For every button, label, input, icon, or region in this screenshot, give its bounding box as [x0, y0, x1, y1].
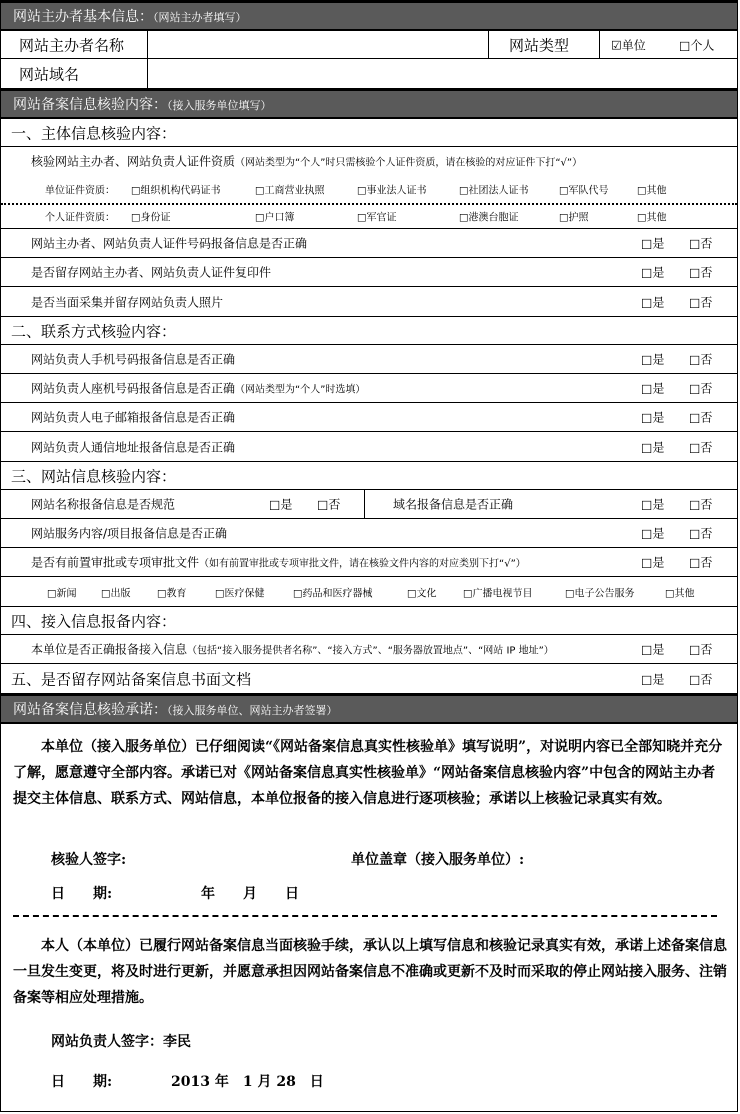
section-note: （网站主办者填写） — [153, 11, 247, 24]
yes-checkbox[interactable]: □是 — [641, 440, 665, 454]
yes-checkbox[interactable]: □是 — [269, 497, 293, 512]
question-label: 网站负责人通信地址报备信息是否正确 — [31, 440, 236, 454]
site-type-personal-checkbox[interactable]: □个人 — [679, 38, 715, 52]
part3-title: 三、网站信息核验内容： — [11, 467, 177, 485]
category-option[interactable]: □文化 — [407, 588, 437, 599]
no-checkbox[interactable]: □否 — [689, 672, 713, 686]
unit-cert-option[interactable]: □工商营业执照 — [255, 185, 325, 197]
domain-label: 网站域名 — [19, 65, 80, 83]
section-note: （接入服务单位填写） — [167, 99, 272, 112]
yes-checkbox[interactable]: □是 — [641, 381, 665, 396]
question-label: 网站负责人电子邮箱报备信息是否正确 — [31, 410, 236, 425]
cert-verify-note: （网站类型为“个人”时只需核验个人证件资质，请在核验的对应证件下打“√”） — [235, 157, 583, 169]
part5-title: 五、是否留存网站备案信息书面文档 — [11, 670, 252, 688]
question-row — [1, 258, 737, 287]
question-row — [1, 345, 737, 374]
category-option[interactable]: □出版 — [101, 588, 131, 599]
date-label: 日 期: — [51, 886, 113, 902]
cert-verify-label: 核验网站主办者、网站负责人证件资质 — [31, 154, 236, 169]
category-option[interactable]: □新闻 — [47, 588, 77, 599]
category-option[interactable]: □药品和医疗器械 — [293, 588, 373, 599]
divider-dashed — [13, 915, 717, 917]
personal-cert-option[interactable]: □身份证 — [131, 212, 171, 224]
yes-checkbox[interactable]: □是 — [641, 265, 665, 280]
question-note: （如有前置审批或专项审批文件，请在核验文件内容的对应类别下打“√”） — [199, 558, 526, 570]
cert-qualification-block — [1, 147, 737, 229]
category-option[interactable]: □医疗保健 — [215, 588, 265, 599]
yes-checkbox[interactable]: □是 — [641, 497, 665, 512]
yes-checkbox[interactable]: □是 — [641, 236, 665, 251]
date-ymd: 年 月 日 — [201, 886, 299, 902]
question-label: 网站名称报备信息是否规范 — [31, 497, 176, 512]
part2-title: 二、联系方式核验内容： — [11, 322, 177, 340]
yes-checkbox[interactable]: □是 — [641, 295, 665, 309]
no-checkbox[interactable]: □否 — [689, 440, 713, 454]
no-checkbox[interactable]: □否 — [689, 555, 713, 570]
no-checkbox[interactable]: □否 — [689, 642, 713, 657]
section-title: 网站主办者基本信息： — [13, 9, 153, 25]
section-title: 网站备案信息核验内容： — [13, 97, 167, 113]
commitment-paragraph-2: 本人（本单位）已履行网站备案信息当面核验手续，承认以上填写信息和核验记录真实有效，承诺上述备案信息一旦发生变更，将及时进行更新，并愿意承担因网站备案信息不准确或更新不及时而采取的停止网站接入服务、注销备案等相应处理措施。 — [13, 938, 727, 1006]
no-checkbox[interactable]: □否 — [689, 295, 713, 309]
yes-checkbox[interactable]: □是 — [641, 526, 665, 541]
owner-name-label: 网站主办者名称 — [19, 36, 125, 54]
no-checkbox[interactable]: □否 — [689, 526, 713, 541]
unit-cert-label: 单位证件资质： — [45, 185, 115, 197]
yes-checkbox[interactable]: □是 — [641, 672, 665, 686]
part4-title: 四、接入信息报备内容： — [11, 612, 177, 630]
commitment-paragraph-1: 本单位（接入服务单位）已仔细阅读“《网站备案信息真实性核验单》填写说明”，对说明内容已全部知晓并充分了解，愿意遵守全部内容。承诺已对《网站备案信息真实性核验单》“网站备案信息核验内容”中包含的网站主办者提交主体信息、联系方式、网站信息，本单位报备的接入信息进行逐项核验；承诺以上核验记录真实有效。 — [13, 739, 723, 807]
question-row — [1, 635, 737, 664]
domain-row — [1, 59, 737, 89]
part1-title: 一、主体信息核验内容： — [11, 124, 177, 142]
category-option[interactable]: □电子公告服务 — [565, 588, 635, 599]
section-header-commitment — [1, 694, 737, 724]
owner-name-row — [1, 31, 737, 59]
no-checkbox[interactable]: □否 — [689, 352, 713, 367]
yes-checkbox[interactable]: □是 — [641, 352, 665, 367]
date-label: 日 期: — [51, 1074, 113, 1090]
no-checkbox[interactable]: □否 — [689, 265, 713, 280]
part4-title-row — [1, 607, 737, 635]
no-checkbox[interactable]: □否 — [689, 497, 713, 512]
question-row — [1, 229, 737, 258]
question-row — [1, 287, 737, 317]
unit-cert-option[interactable]: □事业法人证书 — [357, 185, 427, 197]
question-label: 本单位是否正确报备接入信息 — [31, 642, 188, 657]
category-option[interactable]: □广播电视节目 — [463, 588, 533, 599]
question-row — [1, 374, 737, 403]
personal-cert-option[interactable]: □军官证 — [357, 212, 397, 224]
question-label: 域名报备信息是否正确 — [393, 497, 514, 512]
personal-cert-option[interactable]: □户口簿 — [255, 212, 295, 224]
site-type-unit-checkbox[interactable]: ☑单位 — [611, 38, 646, 52]
unit-stamp-label: 单位盖章（接入服务单位）: — [351, 852, 525, 868]
responsible-signature: 网站负责人签字：李民 — [51, 1034, 191, 1050]
question-label: 网站负责人座机号码报备信息是否正确 — [31, 381, 236, 396]
no-checkbox[interactable]: □否 — [317, 497, 341, 512]
unit-cert-option[interactable]: □军队代号 — [559, 185, 609, 197]
question-row — [1, 403, 737, 432]
question-label: 是否留存网站主办者、网站负责人证件复印件 — [31, 265, 272, 280]
verifier-signature-label: 核验人签字: — [51, 852, 127, 868]
personal-cert-label: 个人证件资质： — [45, 212, 115, 224]
question-note: （包括“接入服务提供者名称”、“接入方式”、“服务器放置地点”、“网站 IP 地址”） — [187, 645, 554, 657]
section-header-owner-info — [1, 1, 737, 31]
question-row — [1, 432, 737, 462]
part3-title-row — [1, 462, 737, 490]
unit-cert-option[interactable]: □其他 — [637, 185, 667, 197]
yes-checkbox[interactable]: □是 — [641, 410, 665, 425]
part5-row — [1, 664, 737, 694]
unit-cert-option[interactable]: □社团法人证书 — [459, 185, 529, 197]
personal-cert-option[interactable]: □其他 — [637, 212, 667, 224]
question-label: 网站负责人手机号码报备信息是否正确 — [31, 352, 236, 367]
section-title: 网站备案信息核验承诺： — [13, 702, 167, 718]
yes-checkbox[interactable]: □是 — [641, 555, 665, 570]
question-row — [1, 490, 737, 519]
category-option[interactable]: □教育 — [157, 588, 187, 599]
question-note: （网站类型为“个人”时选填） — [235, 384, 366, 396]
question-row — [1, 548, 737, 577]
category-option[interactable]: □其他 — [665, 588, 695, 599]
no-checkbox[interactable]: □否 — [689, 410, 713, 425]
question-row — [1, 519, 737, 548]
question-label: 网站主办者、网站负责人证件号码报备信息是否正确 — [31, 236, 308, 251]
date-value: 2013 年 1 月 28 日 — [171, 1074, 324, 1090]
question-label: 是否当面采集并留存网站负责人照片 — [31, 295, 224, 309]
personal-cert-row — [1, 203, 737, 229]
part1-title-row — [1, 119, 737, 147]
unit-cert-row — [1, 175, 737, 205]
question-label: 是否有前置审批或专项审批文件 — [31, 555, 200, 570]
yes-checkbox[interactable]: □是 — [641, 642, 665, 657]
section-header-verify-content — [1, 89, 737, 119]
personal-cert-option[interactable]: □港澳台胞证 — [459, 212, 519, 224]
approval-categories-row — [1, 577, 737, 607]
section-note: （接入服务单位、网站主办者签署） — [167, 704, 338, 717]
part2-title-row — [1, 317, 737, 345]
no-checkbox[interactable]: □否 — [689, 381, 713, 396]
question-label: 网站服务内容/项目报备信息是否正确 — [31, 526, 228, 541]
site-type-label: 网站类型 — [509, 36, 570, 54]
unit-cert-option[interactable]: □组织机构代码证书 — [131, 185, 221, 197]
personal-cert-option[interactable]: □护照 — [559, 212, 589, 224]
no-checkbox[interactable]: □否 — [689, 236, 713, 251]
